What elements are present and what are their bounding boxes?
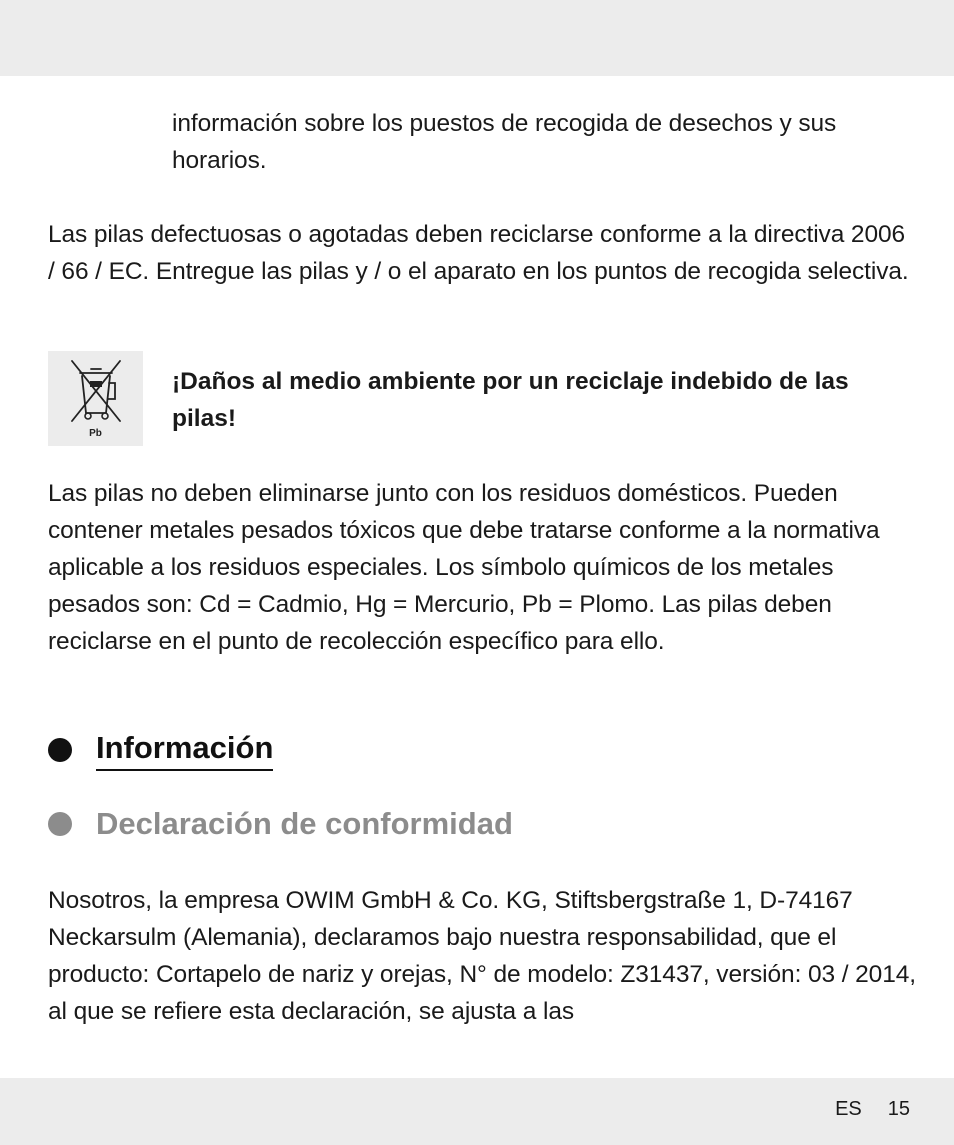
bullet-icon [48,738,72,762]
footer-language: ES [835,1098,862,1120]
footer-band [0,1078,954,1145]
battery-disposal-paragraph: Las pilas no deben eliminarse junto con los residuos domésticos. Pueden contener metales pesados tóxicos que debe tratarse conforme a la normativa aplicable a los residuos especiales. Los símbolo químicos de los metales pesados son: Cd = Cadmio, Hg = Mercurio, Pb = Plomo. Las pilas deben reciclarse en el punto de recolección específico para ello. [48,480,880,655]
heading-main-text: Información [96,729,273,771]
bullet-icon [48,812,72,836]
section-heading-declaracion [48,802,513,846]
header-band [0,0,954,76]
page-footer [835,1098,910,1121]
section-heading-informacion [48,728,273,772]
warning-text: ¡Daños al medio ambiente por un reciclaje indebido de las pilas! [172,368,849,432]
crossed-bin-icon [48,351,143,446]
footer-page-number: 15 [887,1098,910,1120]
battery-directive-paragraph: Las pilas defectuosas o agotadas deben reciclarse conforme a la directiva 2006 / 66 / EC. Entregue las pilas y / o el aparato en los puntos de recogida selectiva. [48,221,909,285]
warning-icon-label: Pb [89,428,102,439]
heading-sub-text: Declaración de conformidad [96,806,513,841]
conformity-paragraph: Nosotros, la empresa OWIM GmbH & Co. KG, Stiftsbergstraße 1, D-74167 Neckarsulm (Alemania), declaramos bajo nuestra responsabilidad, que el producto: Cortapelo de nariz y orejas, N° de modelo: Z31437, versión: 03 / 2014, al que se refiere esta declaración, se ajusta a las [48,887,916,1025]
intro-continued-paragraph: información sobre los puestos de recogida de desechos y sus horarios. [172,110,837,174]
